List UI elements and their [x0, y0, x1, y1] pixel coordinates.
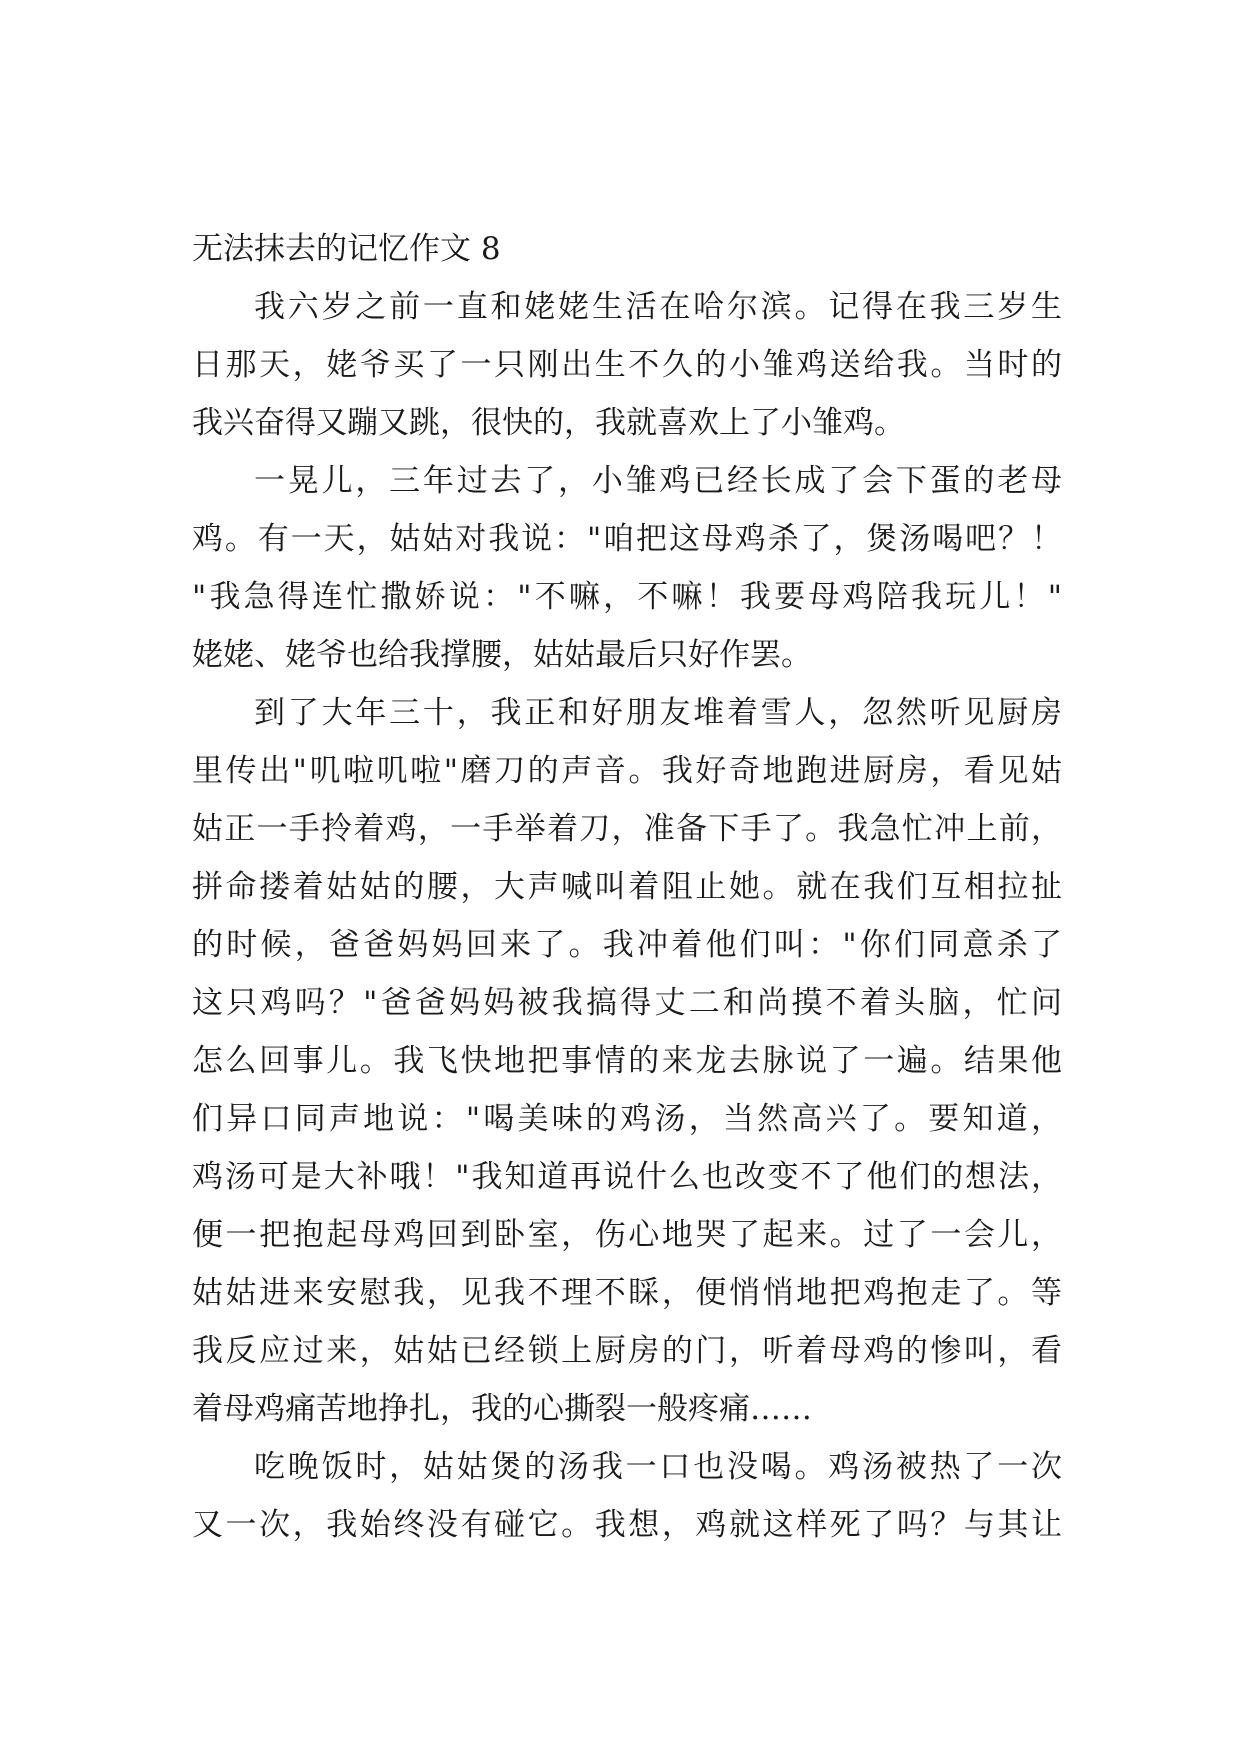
text-line: 一晃儿，三年过去了，小雏鸡已经长成了会下蛋的老母 — [254, 463, 1062, 499]
paragraph-3 — [192, 684, 1062, 1438]
paragraph-2 — [192, 452, 1062, 684]
text-line: 的时候，爸爸妈妈回来了。我冲着他们叫："你们同意杀了 — [192, 927, 1062, 963]
text-line: 鸡。有一天，姑姑对我说："咱把这母鸡杀了，煲汤喝吧？！ — [192, 521, 1062, 557]
text-line: 鸡汤可是大补哦！"我知道再说什么也改变不了他们的想法， — [192, 1159, 1062, 1195]
text-line: 我六岁之前一直和姥姥生活在哈尔滨。记得在我三岁生 — [254, 289, 1062, 325]
text-line: 吃晚饭时，姑姑煲的汤我一口也没喝。鸡汤被热了一次 — [254, 1449, 1062, 1485]
text-line: 又一次，我始终没有碰它。我想，鸡就这样死了吗？与其让 — [192, 1507, 1062, 1543]
text-line: 拼命搂着姑姑的腰，大声喊叫着阻止她。就在我们互相拉扯 — [192, 869, 1062, 905]
text-line: 到了大年三十，我正和好朋友堆着雪人，忽然听见厨房 — [254, 695, 1062, 731]
text-line: 姑正一手拎着鸡，一手举着刀，准备下手了。我急忙冲上前， — [192, 811, 1062, 847]
text-line: 我兴奋得又蹦又跳，很快的，我就喜欢上了小雏鸡。 — [192, 405, 905, 441]
text-line: 姥姥、姥爷也给我撑腰，姑姑最后只好作罢。 — [192, 637, 812, 673]
text-line: "我急得连忙撒娇说："不嘛，不嘛！我要母鸡陪我玩儿！" — [192, 579, 1062, 615]
paragraph-4 — [192, 1438, 1062, 1554]
text-line: 这只鸡吗？"爸爸妈妈被我搞得丈二和尚摸不着头脑，忙问 — [192, 985, 1062, 1021]
text-line: 便一把抱起母鸡回到卧室，伤心地哭了起来。过了一会儿， — [192, 1217, 1062, 1253]
text-line: 日那天，姥爷买了一只刚出生不久的小雏鸡送给我。当时的 — [192, 347, 1062, 383]
text-line: 我反应过来，姑姑已经锁上厨房的门，听着母鸡的惨叫，看 — [192, 1333, 1062, 1369]
paragraph-1 — [192, 278, 1062, 452]
document-title: 无法抹去的记忆作文 8 — [192, 231, 501, 267]
text-line: 们异口同声地说："喝美味的鸡汤，当然高兴了。要知道， — [192, 1101, 1062, 1137]
text-line: 姑姑进来安慰我，见我不理不睬，便悄悄地把鸡抱走了。等 — [192, 1275, 1062, 1311]
text-line: 里传出"叽啦叽啦"磨刀的声音。我好奇地跑进厨房，看见姑 — [192, 753, 1062, 789]
text-line: 着母鸡痛苦地挣扎，我的心撕裂一般疼痛…… — [192, 1391, 812, 1427]
document-body — [192, 220, 1062, 1554]
text-line: 怎么回事儿。我飞快地把事情的来龙去脉说了一遍。结果他 — [192, 1043, 1062, 1079]
